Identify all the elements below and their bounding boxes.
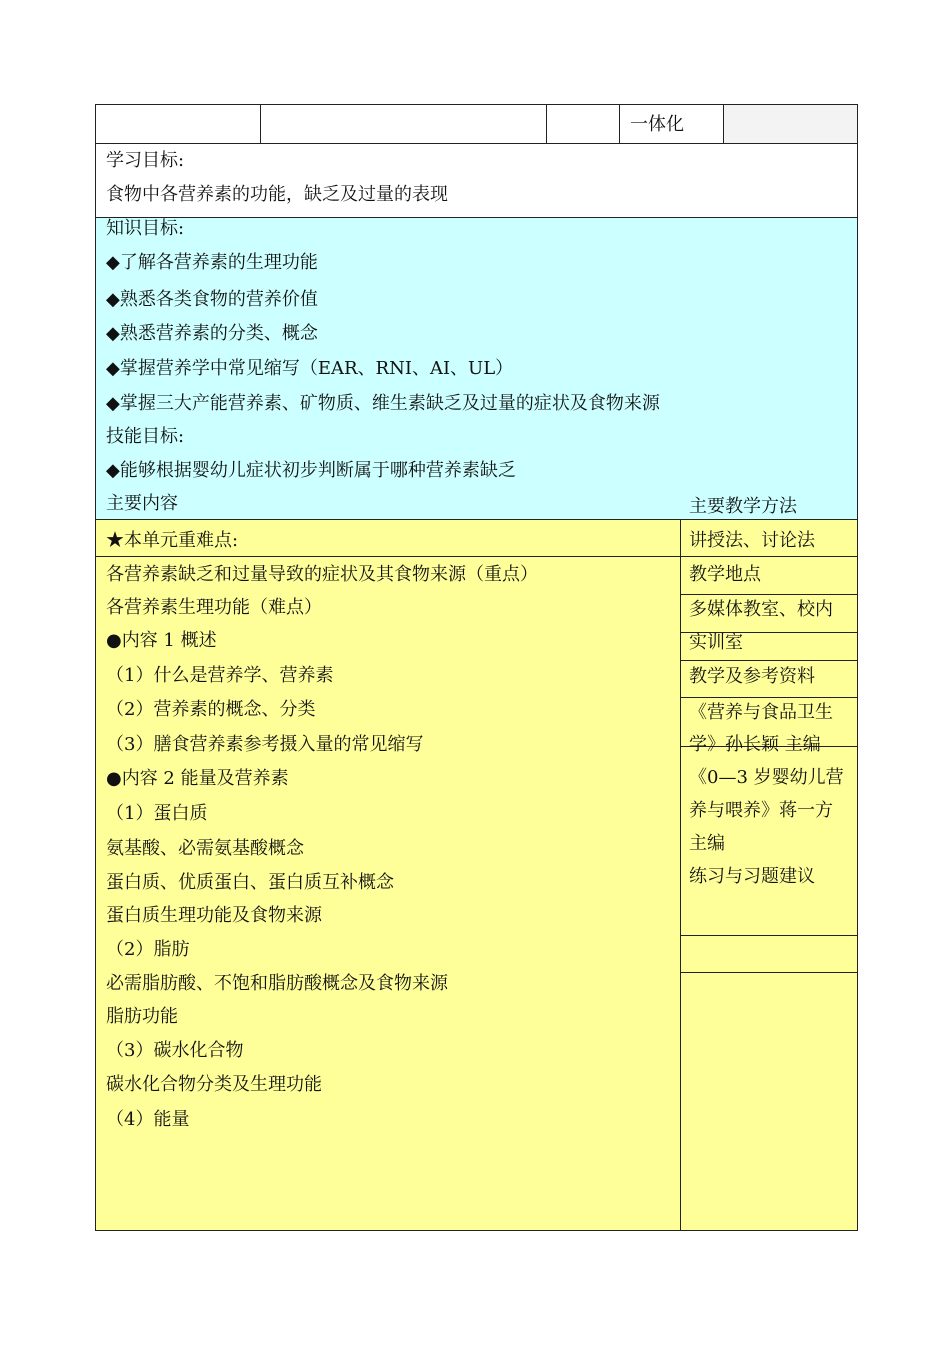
content-line: （1）什么是营养学、营养素 [106, 665, 334, 686]
content-line: 脂肪功能 [106, 1006, 178, 1027]
header-col-2 [546, 104, 547, 143]
knowledge-item: ◆了解各营养素的生理功能 [106, 252, 318, 273]
sidebar-line: 教学及参考资料 [689, 666, 815, 687]
content-line: （3）碳水化合物 [106, 1040, 244, 1061]
knowledge-item: ◆掌握营养学中常见缩写（EAR、RNI、AI、UL） [106, 358, 514, 379]
sidebar-line: 养与喂养》蒋一方 [689, 800, 833, 821]
content-line: （2）营养素的概念、分类 [106, 699, 316, 720]
sidebar-line: 多媒体教室、校内 [689, 599, 833, 620]
knowledge-item: ◆熟悉营养素的分类、概念 [106, 323, 318, 344]
content-line: ●内容 2 能量及营养素 [106, 768, 289, 789]
key-points-heading: ★本单元重难点: [106, 530, 239, 551]
divider-key-heading [95, 556, 858, 557]
content-line: 蛋白质生理功能及食物来源 [106, 905, 322, 926]
content-line: ●内容 1 概述 [106, 630, 217, 651]
sidebar-line: 《营养与食品卫生 [689, 702, 833, 723]
content-line: 氨基酸、必需氨基酸概念 [106, 838, 304, 859]
sidebar-line: 讲授法、讨论法 [689, 530, 815, 551]
sidebar-divider [680, 660, 858, 661]
sidebar-divider [680, 594, 858, 595]
header-mode-label: 一体化 [630, 114, 684, 135]
knowledge-item: ◆掌握三大产能营养素、矿物质、维生素缺乏及过量的症状及食物来源 [106, 393, 660, 414]
sidebar-line: 《0—3 岁婴幼儿营 [689, 767, 844, 788]
content-line: （4）能量 [106, 1109, 190, 1130]
sidebar-line: 实训室 [689, 632, 743, 653]
main-content-label: 主要内容 [106, 493, 178, 514]
knowledge-heading: 知识目标: [106, 218, 185, 239]
divider-header-bottom [95, 143, 858, 144]
header-col-4 [723, 104, 724, 143]
sidebar-divider [680, 972, 858, 973]
knowledge-item: ◆熟悉各类食物的营养价值 [106, 289, 318, 310]
content-line: 各营养素缺乏和过量导致的症状及其食物来源（重点） [106, 564, 538, 585]
sidebar-line: 主编 [689, 833, 725, 854]
skill-item: ◆能够根据婴幼儿症状初步判断属于哪种营养素缺乏 [106, 460, 516, 481]
divider-knowledge-bottom [95, 519, 858, 520]
sidebar-line: 学》孙长颖 主编 [689, 734, 821, 755]
sidebar-divider [680, 697, 858, 698]
content-line: 碳水化合物分类及生理功能 [106, 1074, 322, 1095]
sidebar-line: 教学地点 [689, 564, 761, 585]
content-line: （2）脂肪 [106, 939, 190, 960]
header-col-3 [619, 104, 620, 143]
sidebar-line: 练习与习题建议 [689, 866, 815, 887]
objectives-heading: 学习目标: [106, 150, 185, 171]
content-line: 蛋白质、优质蛋白、蛋白质互补概念 [106, 872, 394, 893]
sidebar-col-divider [680, 519, 681, 1231]
content-line: （3）膳食营养素参考摄入量的常见缩写 [106, 734, 424, 755]
content-line: （1）蛋白质 [106, 803, 208, 824]
sidebar-divider [680, 935, 858, 936]
divider-objectives-bottom [95, 217, 858, 218]
header-col-1 [260, 104, 261, 143]
content-line: 必需脂肪酸、不饱和脂肪酸概念及食物来源 [106, 973, 448, 994]
objectives-text: 食物中各营养素的功能，缺乏及过量的表现 [106, 184, 448, 205]
method-label: 主要教学方法 [689, 496, 797, 517]
content-line: 各营养素生理功能（难点） [106, 597, 322, 618]
skill-heading: 技能目标: [106, 426, 185, 447]
